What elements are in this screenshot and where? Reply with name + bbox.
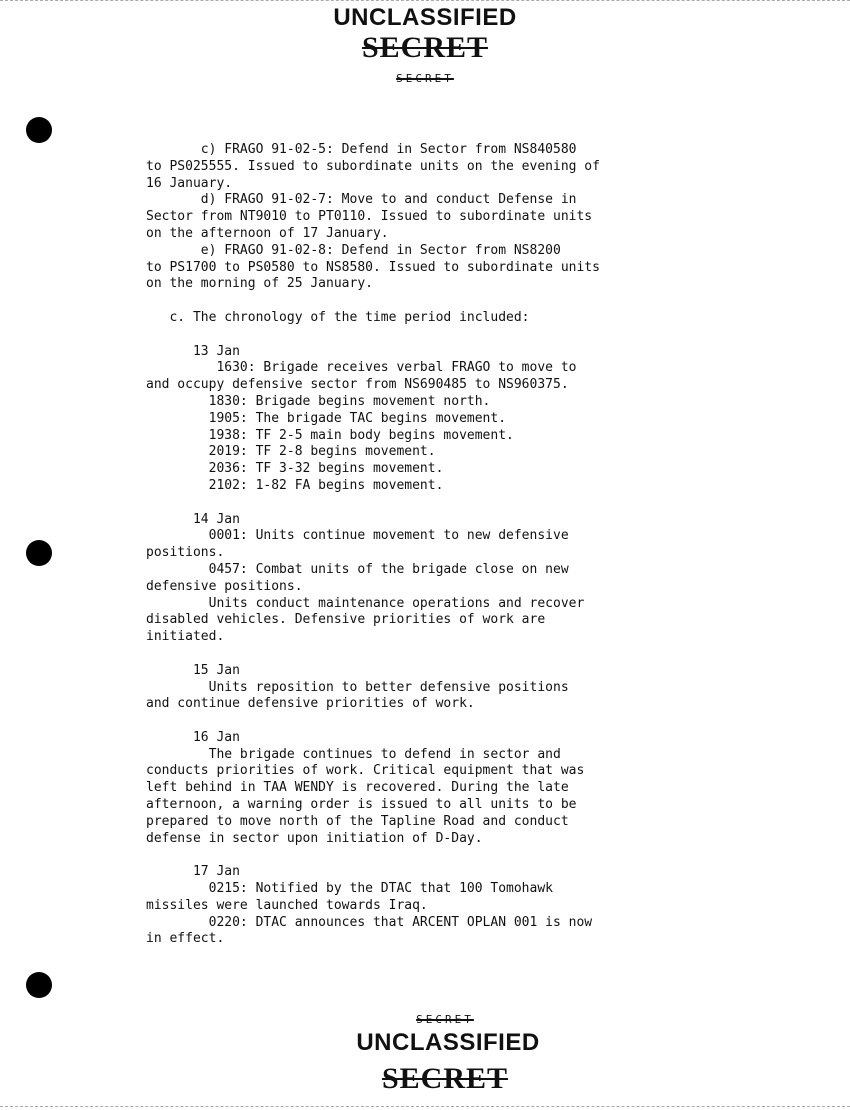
body-line: 2036: TF 3-32 begins movement. xyxy=(146,461,444,477)
document-body xyxy=(146,142,746,948)
paragraph-gap xyxy=(146,646,746,663)
body-line: c) FRAGO 91-02-5: Defend in Sector from NS840580 xyxy=(146,142,577,157)
body-line: 0215: Notified by the DTAC that 100 Tomohawk xyxy=(146,881,553,897)
body-line: positions. xyxy=(146,545,225,561)
punch-hole xyxy=(26,117,52,143)
body-line: 13 Jan xyxy=(146,343,240,359)
body-line: and continue defensive priorities of work. xyxy=(146,696,475,712)
body-line: conducts priorities of work. Critical equipment that was xyxy=(146,763,585,779)
body-line: 2019: TF 2-8 begins movement. xyxy=(146,444,436,460)
body-line: disabled vehicles. Defensive priorities of work are xyxy=(146,612,546,628)
body-line: afternoon, a warning order is issued to all units to be xyxy=(146,797,577,813)
body-line: to PS025555. Issued to subordinate units on the evening of xyxy=(146,158,600,174)
punch-hole xyxy=(26,540,52,566)
header-secret-marking: SECRET xyxy=(361,31,489,64)
footer-unclassified-marking: UNCLASSIFIED xyxy=(356,1029,540,1056)
footer-secret-small-marking: SECRET xyxy=(416,1013,474,1026)
body-line: The brigade continues to defend in sector and xyxy=(146,746,561,762)
body-line: Units reposition to better defensive positions xyxy=(146,679,569,695)
body-line: Units conduct maintenance operations and recover xyxy=(146,595,585,611)
body-line: d) FRAGO 91-02-7: Move to and conduct Defense in xyxy=(146,192,577,208)
body-line: c. The chronology of the time period included: xyxy=(146,309,530,325)
paragraph-gap xyxy=(146,327,746,344)
body-line: 1630: Brigade receives verbal FRAGO to move to xyxy=(146,360,577,376)
paragraph-gap xyxy=(146,847,746,864)
body-line: 17 Jan xyxy=(146,864,240,880)
paragraph-gap xyxy=(146,713,746,730)
page-top-edge xyxy=(0,0,850,2)
body-line: 15 Jan xyxy=(146,662,240,678)
header-secret-small-marking: SECRET xyxy=(396,72,454,85)
body-line: 2102: 1-82 FA begins movement. xyxy=(146,477,444,493)
body-line: 1938: TF 2-5 main body begins movement. xyxy=(146,427,514,443)
body-line: initiated. xyxy=(146,629,225,645)
header-unclassified-marking: UNCLASSIFIED xyxy=(333,4,517,31)
body-line: 1830: Brigade begins movement north. xyxy=(146,393,491,409)
body-line: e) FRAGO 91-02-8: Defend in Sector from NS8200 xyxy=(146,242,561,258)
body-line: left behind in TAA WENDY is recovered. During the late xyxy=(146,780,569,796)
body-line: 16 January. xyxy=(146,175,233,191)
body-line: and occupy defensive sector from NS690485 to NS960375. xyxy=(146,377,569,393)
body-line: defensive positions. xyxy=(146,578,303,594)
body-line: 0220: DTAC announces that ARCENT OPLAN 001 is now xyxy=(146,914,593,930)
body-line: defense in sector upon initiation of D-Day. xyxy=(146,830,483,846)
body-line: 16 Jan xyxy=(146,729,240,745)
paragraph-gap xyxy=(146,293,746,310)
body-line: 14 Jan xyxy=(146,511,240,527)
body-line: 0457: Combat units of the brigade close on new xyxy=(146,561,569,577)
footer-secret-marking: SECRET xyxy=(381,1062,509,1095)
body-line: in effect. xyxy=(146,931,225,947)
body-line: to PS1700 to PS0580 to NS8580. Issued to subordinate units xyxy=(146,259,600,275)
body-line: on the morning of 25 January. xyxy=(146,276,373,292)
body-line: 1905: The brigade TAC begins movement. xyxy=(146,410,507,426)
punch-hole xyxy=(26,972,52,998)
body-line: 0001: Units continue movement to new defensive xyxy=(146,528,569,544)
body-line: missiles were launched towards Iraq. xyxy=(146,897,428,913)
paragraph-gap xyxy=(146,495,746,512)
body-line: on the afternoon of 17 January. xyxy=(146,225,389,241)
page-bottom-edge xyxy=(0,1106,850,1108)
body-line: Sector from NT9010 to PT0110. Issued to subordinate units xyxy=(146,209,593,225)
body-line: prepared to move north of the Tapline Road and conduct xyxy=(146,813,569,829)
